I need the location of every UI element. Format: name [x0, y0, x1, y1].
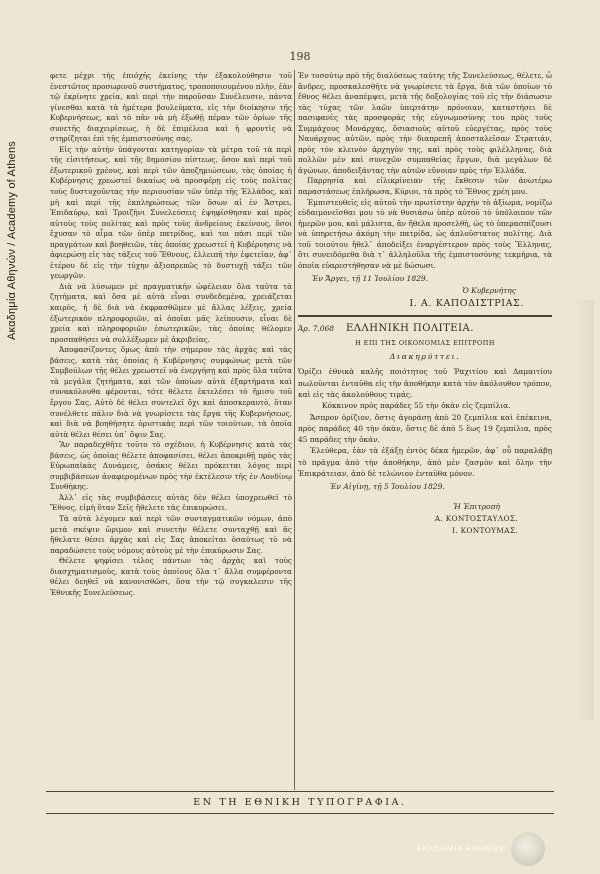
speech-date-line: Ἐν Ἄργει, τῇ 11 Ἰουλίου 1829.	[312, 274, 429, 284]
column-divider	[294, 70, 295, 790]
left-paragraph: Θέλετε ψηφίσει τέλος πάντων τὰς ἀρχὰς καὶ τοὺς διασχηματισμοὺς, κατὰ τοὺς ὁποίους ὅλα τ᾽ ἄλλα συμφέροντα θέλει δεηθεῖ νὰ κανονισθῶσι, ὅσα τὴν τῷ συγκαλεσιν τῆς Ἐθνικῆς Συνελεύσεως.	[50, 556, 292, 597]
decree-paragraph: Ὁρίζει ἐθνικὰ καλῆς ποιότητος τοῦ Ῥαχιτίου καὶ Δαμαιτίου πωλοῦνται ἐνταῦθα εἰς τὴν ἀποθήκην κατὰ τὸν ἀκόλουθον τρόπον, καὶ εἰς τὰς ἀκολούθους τιμάς.	[298, 367, 552, 399]
decree-section	[298, 323, 552, 537]
athena-head-icon	[511, 832, 545, 866]
footer-rule-bottom	[46, 813, 554, 814]
decree-paragraph: Κόκκινον πρὸς παράδες 55 τὴν ὀκὰν εἰς ζεμπίλια.	[322, 401, 511, 411]
stamp-text: ΑΚΑΔΗΜΙΑ ΑΘΗΝΩΝ	[416, 845, 505, 853]
right-column	[298, 71, 552, 823]
decree-date-line: Ἐν Αἰγίνῃ, τῇ 5 Ἰουλίου 1829.	[330, 482, 445, 492]
decree-paragraph: Ἄσπρον ὁρίζιον, ὅστις ἀγοράσῃ ἀπὸ 20 ζεμπίλια καὶ ἐπέκεινα, πρὸς παράδες 40 τὴν ὀκὰν, ὅστις δὲ ἀπὸ 5 ἕως 19 ζεμπίλια, πρὸς 45 παράδες τὴν ὀκάν.	[298, 412, 552, 445]
decree-committee: Η ΕΠΙ ΤΗΣ ΟΙΚΟΝΟΜΙΑΣ ΕΠΙΤΡΟΠΗ	[355, 339, 495, 348]
left-paragraph: Τὰ αὐτὰ λέγομεν καὶ περὶ τῶν συνταγματικῶν νόμων, ἀπὸ μετὰ σκέψιν ὥριμον καὶ συνετὴν θέλετε συνταχθῇ καὶ ἄς ἤθελατε θέσει ἀρχὰς καὶ εἰς Σας ἀποκείται ὁσαύτως τὸ νὰ παραδώσετε τοὺς νόμους αὐτοὺς μὲ τὴν ἐπικύρωσιν Σας.	[50, 513, 292, 555]
decree-paragraph: Ἐλεύθερα, ἐὰν τὰ ἐξάξῃ ἐντὸς δέκα ἡμερῶν, ἀφ᾽ οὗ παραλάβῃ τὸ πρᾶγμα ἀπὸ τὴν ἀποθήκην, ἀπὸ μὲν ζασμὸν καὶ ὅλην τὴν Ἐπικράτειαν, ἀπὸ δὲ τελώνιον ἐνταῦθα μόνον.	[298, 446, 552, 479]
decree-header	[298, 323, 552, 334]
signatory-name: Α. ΚΟΝΤΟΣΤΑΥΛΟΣ.	[434, 514, 518, 524]
decree-body	[298, 366, 552, 479]
footer-rule-top	[46, 791, 554, 792]
right-paragraph: Ἐμπιστευθεῖς εἰς αὐτοῦ τὴν πρωτίστην ἀρχὴν τὸ ἀξίωμα, νομίζω εὐδαιμονεῖσθαι μου τὸ νὰ θυσιάσω ὑπὲρ αὐτοῦ τὸ ὑπόλοιπον τῶν ἡμερῶν μου, καὶ μάλιστα, ἂν ἤθελα προσελθὴ, ὡς τὸ ὑπερασπίζουσι νὰ ὑπηρετήσω ἀκόμη τὴν πατρίδα, ὡς ἀπλοῦστατος πολίτης. Διὰ τοῦ τοιούτου ἤθελ᾽ ἀποδείξει ἐναργέστερον πρὸς τοὺς Ἕλληνας, ὅτι συνειδόμεθα διὰ τ᾽ ἀλληλοῦλα τῆς ἐμπιστοσύνης τεκμήρια, τὰ ὁποῖα εὐαρεστήθησαν νὰ μὲ δώσωσι.	[298, 197, 552, 270]
governor-label: Ὁ Κυβερνήτης	[462, 286, 516, 296]
footer-imprint: ΕΝ ΤΗ ΕΘΝΙΚΗ ΤΥΠΟΓΡΑΦΙΑ.	[193, 797, 407, 808]
left-paragraph: Ἀλλ᾽ εἰς τὰς συμβιβάσεις αὐτὰς δὲν θέλει ὑποχρεωθεῖ τὸ Ἔθνος, εἰμὴ ὅταν Σεῖς ἤθελετε τὰς ἐπικυρώσει.	[50, 492, 292, 513]
decree-title: ΕΛΛΗΝΙΚΗ ΠΟΛΙΤΕΙΑ.	[346, 323, 474, 335]
committee-label: Ἡ Ἐπιτροπὴ	[453, 502, 500, 512]
governor-name: Ι. Α. ΚΑΠΟΔΙΣΤΡΙΑΣ.	[409, 298, 524, 310]
signatory-name: Ι. ΚΟΝΤΟΥΜΑΣ.	[452, 526, 518, 536]
decree-proclaims: Διακηρύττει.	[389, 352, 461, 362]
left-paragraph: φετε μέχρι τής ἐπιόχῆς ἐκείνης τὴν ἐξακολούθησιν τοῦ ἐνεστῶτος προσωρινοῦ συστήματος, τροποποιουμένου πλὴν, ἐὰν τῷ ἐκρίνητε χρεία, καὶ περὶ τὴν παροῦσαν Συνέλευσιν, πάντα γίνεσθαι κατὰ τὰ ἡμέτερα βουλεύματα, εἰς τὴν διοίκησιν τῆς Κυβερνήσεως, καὶ τὸ πᾶν νὰ μὴ ἐξωθῇ πέραν τῶν ὁρίων τῆς συνετῆς διαχειρίσεως, ἡ δὲ ἐπιμέλεια καὶ ἡ φροντὶς νὰ στηρίζηται ἐπὶ τῆς ἐμπιστοσύνης σας.	[50, 71, 292, 144]
left-column	[50, 71, 292, 823]
left-paragraph: Ἂν παραδεχθῆτε τοῦτο τὸ σχέδιον, ἡ Κυβέρνησις κατὰ τὰς βάσεις, ὡς ὁποίας θέλετε ἀποφασίσει, θέλει ἀποκριθῇ πρὸς τὰς Εὐρωπαϊκὰς Δυνάμεις, ὁσάκις θέλει πρόκειται λόγος περὶ συμβιβάσεων ἀναφερομένων πρὸς τὴν ἐκτέλεσιν τῆς ἐν Λονδίνῳ Συνθήκης.	[50, 440, 292, 492]
paper-edge-stain	[576, 300, 594, 720]
right-paragraph: Παρρησία καὶ εἰλικρίνειαν τῆς ἔκθεσιν τῶν ἀνωτέρω παραστάσεως ἐπλήρωσα, Κύριοι, τὰ πρὸς τὸ Ἔθνος χρέη μου.	[298, 176, 552, 197]
left-paragraph: Ἀποφασίζοντες ὅμως ἀπὸ τὴν σήμερον τὰς ἀρχὰς καὶ τὰς βάσεις, κατὰ τὰς ὁποίας ἡ Κυβέρνησις συμφώνως μετὰ τῶν Συμβούλων τῆς θέλει χρεωστεῖ νὰ ἐνεργήσῃ καὶ πρὸς ὅλα ταῦτα τὰ μεγάλα ζητήματα, καὶ τῶν ὁποίων αὐτὰ ἐξαρτήματα καὶ συνακόλουθα φέρονται, τότε θέλετε ἐκτελέσει τὸ ἥμισυ τοῦ ἔργου Σας. Αὐτὸ δὲ θέλει συντελεῖ ὄχι καὶ ἀποσκεραυτὸ, ὅταν συνέλθετε πάλιν διὰ νὰ γνωρίσετε τὰς ἔργα τῆς Κυβερνήσεως, καὶ διὰ νὰ βοηθήσητε ὁριστικὰς περὶ τῶν τοιούτων, τὰ ὁποῖα αὐτὰ θέλει θέσει ὑπ᾽ ὄψιν Σας.	[50, 345, 292, 439]
page-number: 198	[289, 50, 311, 63]
left-paragraph: Διὰ νὰ λύσωμεν μὲ πραγματικὴν ὠφέλειαν ὅλα ταῦτα τὰ ζητήματα, καὶ ὅσα μὲ αὐτὰ εἶναι συνδεδεμένα, χρειάζεται καιρὸς, ἡ δὲ διὰ νὰ ἐκφρασθῶμεν μὲ ἄλλας λέξεις, χρεία ἐξωτερικὸν πληροφοριῶν, αἱ ὁποῖαι μᾶς λείπουσιν, εἶναι δὲ χρεία καὶ πληροφοριῶν ἐσωτερικῶν, τὰς ὁποίας θέλομεν προσπαθήσει νὰ συλλέξωμεν μὲ ἀκριβείας.	[50, 281, 292, 344]
academy-stamp	[395, 838, 545, 860]
right-paragraph: Ἐν τοσούτῳ πρὸ τῆς διαλύσεως ταύτης τῆς Συνελεύσεως, θέλετε, ὦ ἄνδρες, προσκαλεσθῆτε νὰ γνωρίσετε τὰ ἔργα, διὰ τῶν ὁποίων τὸ ἔθνος θέλει ἀναπέμψει, μετὰ τῆς δοξολογίας τοῦ εἰς τὴν διάσωσιν τὰς τύχας τῶν λαῶν ὑπερτάτην πρόνοιαν, καταστήσει δὲ πασιφανὲς τὰς προσφορὰς τῆς εὐγνωμοσύνης του πρὸς τοὺς Συμμάχους Μονάρχας, ὅσιασιοὺς αὐτοῦ εὐεργέτας, πρὸς τοὺς Ναυάρχους αὐτῶν, πρὸς τὴν διαπρεπῆ ἀποσταλεῖσαν Στρατιάν, πρὸς τὸν κλεινὸν ἀρχηγὸν της, καὶ πρὸς τοὺς φιλέλληνας, διὰ πολλῶν μὲν καὶ συνεχῶν συμπαθείας ἔργων, διὰ μεγάλων δὲ ἀγώνων, ἀποδειξάντας τὴν αὐτῶν εὔνοιαν πρὸς τὴν Ἑλλάδα.	[298, 71, 552, 175]
left-paragraph: Εἰς τὴν αὐτὴν ὑπάγονται κατηγορίαν τὰ μέτρα τοῦ τὰ περὶ τῆς εἰσιτήσεως, καὶ τῆς δημοσίου πίστεως, ὅσον καὶ περὶ τοῦ ἐξωτερικοῦ χρέους, καὶ περὶ τῶν ἀποζημιώσεων, τὰς ὁποίας ἡ Κυβέρνησις χρεωστεῖ δικαίως νὰ προσφέρῃ εἰς τοὺς πολίτας τοὺς δυστυχοῦντας τὴν περιουσίαν τῶν ὑπὲρ τῆς Ἑλλάδος, καὶ μὴ καὶ περὶ τῆς ἐκπληρώσεως τῶν ὅσων αἱ ἐν Ἄστρει, Ἐπιδαύρῳ, καὶ Τροιζῆνι Συνελεύσεις ἐψηφίσθησαν καὶ πρὸς αὐτοὺς τοὺς πολίτας καὶ πρὸς τοὺς ἀνδρείους ἐκείνους, ὅσοι ἔχυσαν τὸ αἷμα τῶν ὑπὲρ πατρίδος, καὶ τοι πάσι περὶ τῶν πραγμάτων καὶ βοηθειῶν, τὰς ὁποίας χρεωστεῖ ἡ Κυβέρνησις νὰ ἀφιερώσῃ εἰς τὰς τάξεις τοῦ Ἔθνους, ἐλλειπῆ τὴν ἐφετεῖαν, ἀφ᾽ ἑτέρου δὲ εἰς τὴν τύχην ἀξιοπρεπῶς τὸ δυστυχῇ τάξει τῶν γεωργῶν.	[50, 144, 292, 281]
side-watermark-text: Ακαδημία Αθηνών / Academy of Athens	[6, 140, 18, 340]
decree-number: Ἀρ. 7,068	[298, 324, 335, 334]
section-rule	[298, 315, 552, 317]
